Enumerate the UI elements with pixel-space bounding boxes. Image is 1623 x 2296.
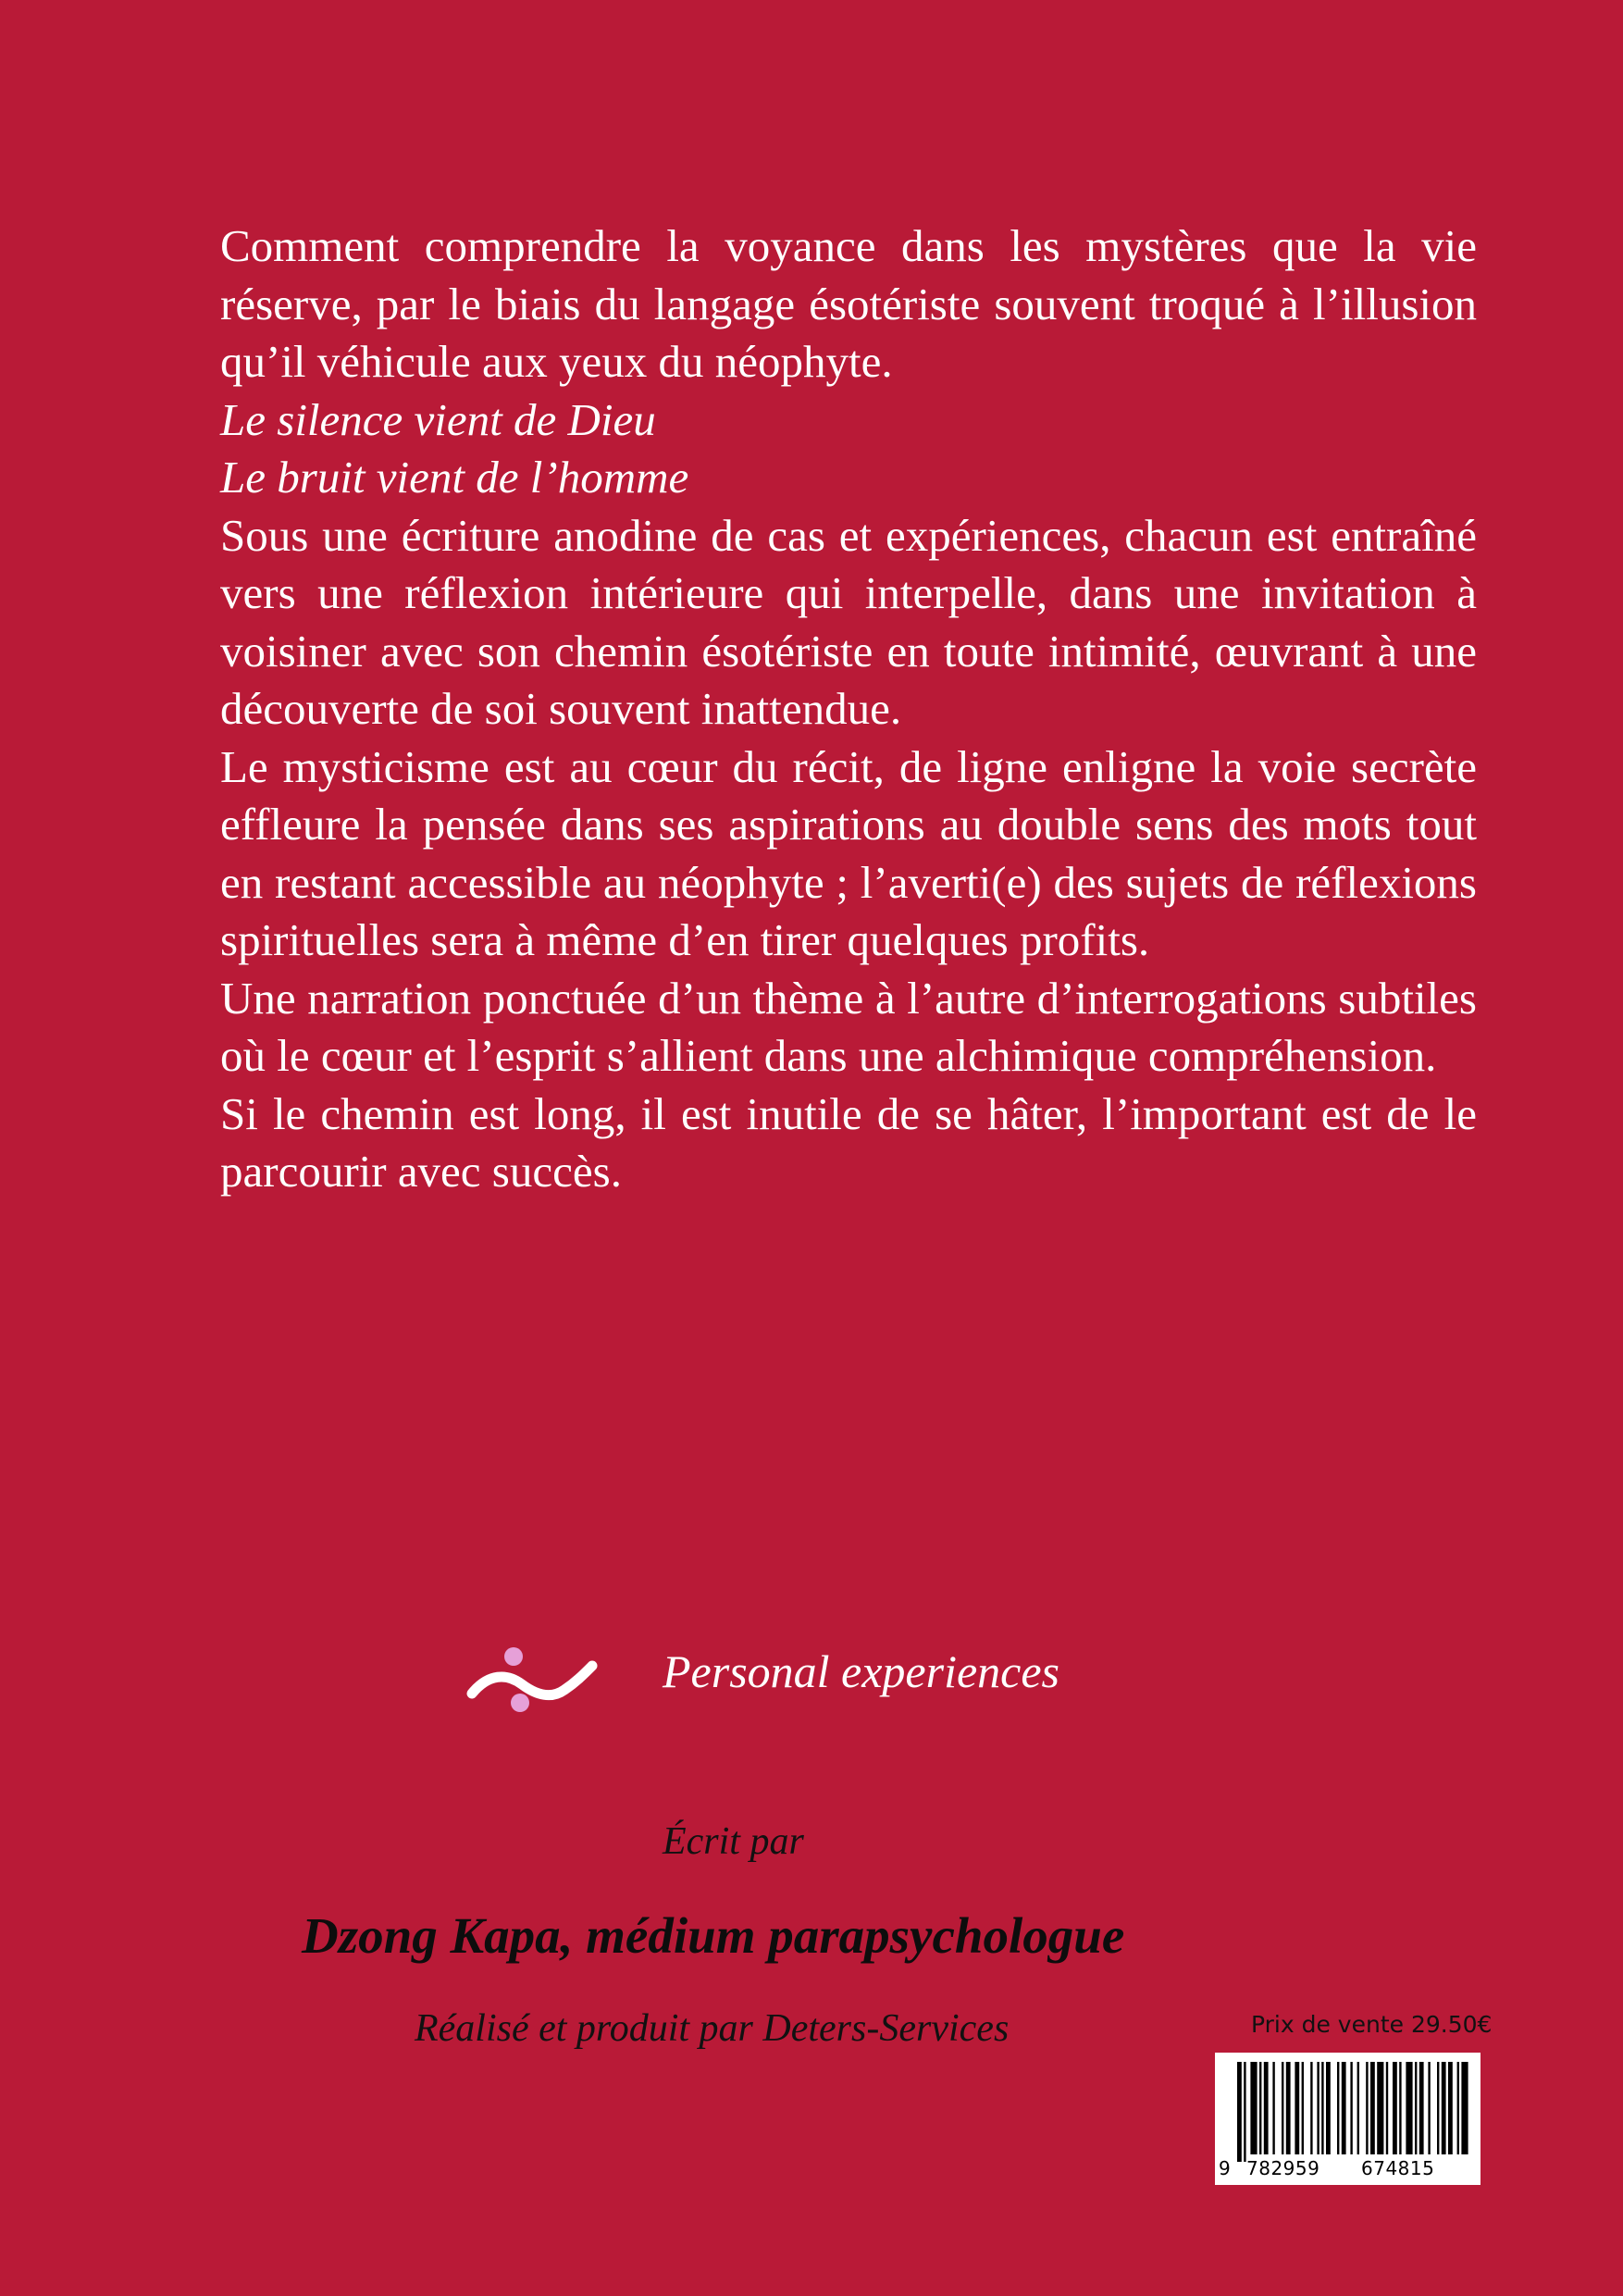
producer-credit: Réalisé et produit par Deters-Services bbox=[415, 2007, 1010, 2050]
barcode-bar bbox=[1448, 2062, 1453, 2154]
barcode-bar bbox=[1399, 2062, 1401, 2154]
barcode-bar bbox=[1393, 2062, 1397, 2154]
isbn-barcode bbox=[1215, 2053, 1481, 2185]
pink-dot-top bbox=[504, 1647, 523, 1666]
barcode-digits-left: 782959 bbox=[1246, 2157, 1320, 2179]
barcode-bar bbox=[1310, 2062, 1312, 2154]
wave-dots-logo-icon bbox=[463, 1645, 601, 1719]
barcode-bar bbox=[1442, 2062, 1446, 2154]
barcode-bar bbox=[1295, 2062, 1299, 2154]
blurb-quote-line-1: Le silence vient de Dieu bbox=[220, 393, 656, 445]
barcode-bar bbox=[1461, 2062, 1468, 2154]
wave-stroke bbox=[472, 1666, 592, 1695]
written-by-label: Écrit par bbox=[663, 1820, 804, 1863]
barcode-bar bbox=[1370, 2062, 1375, 2154]
barcode-bar bbox=[1237, 2062, 1242, 2162]
barcode-bar bbox=[1244, 2062, 1245, 2162]
barcode-bar bbox=[1302, 2062, 1304, 2154]
blurb-paragraph-1: Comment comprendre la voyance dans les mystères que la vie réserve, par le biais du langage ésotériste souvent troqué à l’illusion qu’il véhicule aux yeux du néophyte. bbox=[220, 220, 1477, 387]
barcode-digit-first: 9 bbox=[1219, 2157, 1232, 2179]
blurb-quote-line-2: Le bruit vient de l’homme bbox=[220, 452, 689, 503]
barcode-bar bbox=[1326, 2062, 1331, 2154]
blurb-paragraph-5: Si le chemin est long, il est inutile de se hâter, l’important est de le parcourir avec succès. bbox=[220, 1087, 1477, 1197]
barcode-bar bbox=[1321, 2062, 1323, 2154]
pink-dot-bottom bbox=[511, 1694, 529, 1712]
blurb-paragraph-2: Sous une écriture anodine de cas et expériences, chacun est entraîné vers une réflexion intérieure qui interpelle, dans une invitation à voisiner avec son chemin ésotériste en toute intimité, œuvrant à une découverte de soi souvent inattendue. bbox=[220, 509, 1477, 734]
barcode-bar bbox=[1272, 2062, 1274, 2154]
price-label: Prix de vente 29.50€ bbox=[1251, 2011, 1493, 2038]
barcode-bar bbox=[1250, 2062, 1257, 2154]
barcode-bar bbox=[1264, 2062, 1269, 2154]
barcode-bar bbox=[1282, 2062, 1283, 2154]
barcode-bar bbox=[1366, 2062, 1368, 2154]
barcode-bar bbox=[1317, 2062, 1319, 2154]
blurb-paragraph-4: Une narration ponctuée d’un thème à l’autre d’interrogations subtiles où le cœur et l’esprit s’allient dans une alchimique compréhension. bbox=[220, 972, 1477, 1081]
series-label: Personal experiences bbox=[663, 1645, 1060, 1697]
barcode-bar bbox=[1457, 2062, 1459, 2154]
barcode-bar bbox=[1419, 2062, 1424, 2154]
barcode-bar bbox=[1259, 2062, 1261, 2154]
barcode-bar bbox=[1286, 2062, 1291, 2154]
barcode-bar bbox=[1386, 2062, 1388, 2154]
barcode-bar bbox=[1342, 2062, 1346, 2154]
author-name: Dzong Kapa, médium parapsychologue bbox=[302, 1907, 1125, 1964]
barcode-bar bbox=[1415, 2062, 1417, 2154]
barcode-bar bbox=[1377, 2062, 1383, 2154]
barcode-bar bbox=[1437, 2062, 1439, 2154]
blurb-paragraph-3: Le mysticisme est au cœur du récit, de ligne enligne la voie secrète effleure la pensée dans ses aspirations au double sens des mots tout en restant accessible au néophyte ; l’averti(e) des sujets de réflexions spirituelles sera à même d’en tirer quelques profits. bbox=[220, 740, 1477, 965]
barcode-digits-right: 674815 bbox=[1361, 2157, 1435, 2179]
barcode-bar bbox=[1428, 2062, 1430, 2154]
barcode-bar bbox=[1357, 2062, 1359, 2154]
back-cover-blurb bbox=[220, 217, 1477, 1201]
barcode-bar bbox=[1350, 2062, 1352, 2154]
barcode-bar bbox=[1406, 2062, 1412, 2154]
barcode-bar bbox=[1337, 2062, 1339, 2154]
